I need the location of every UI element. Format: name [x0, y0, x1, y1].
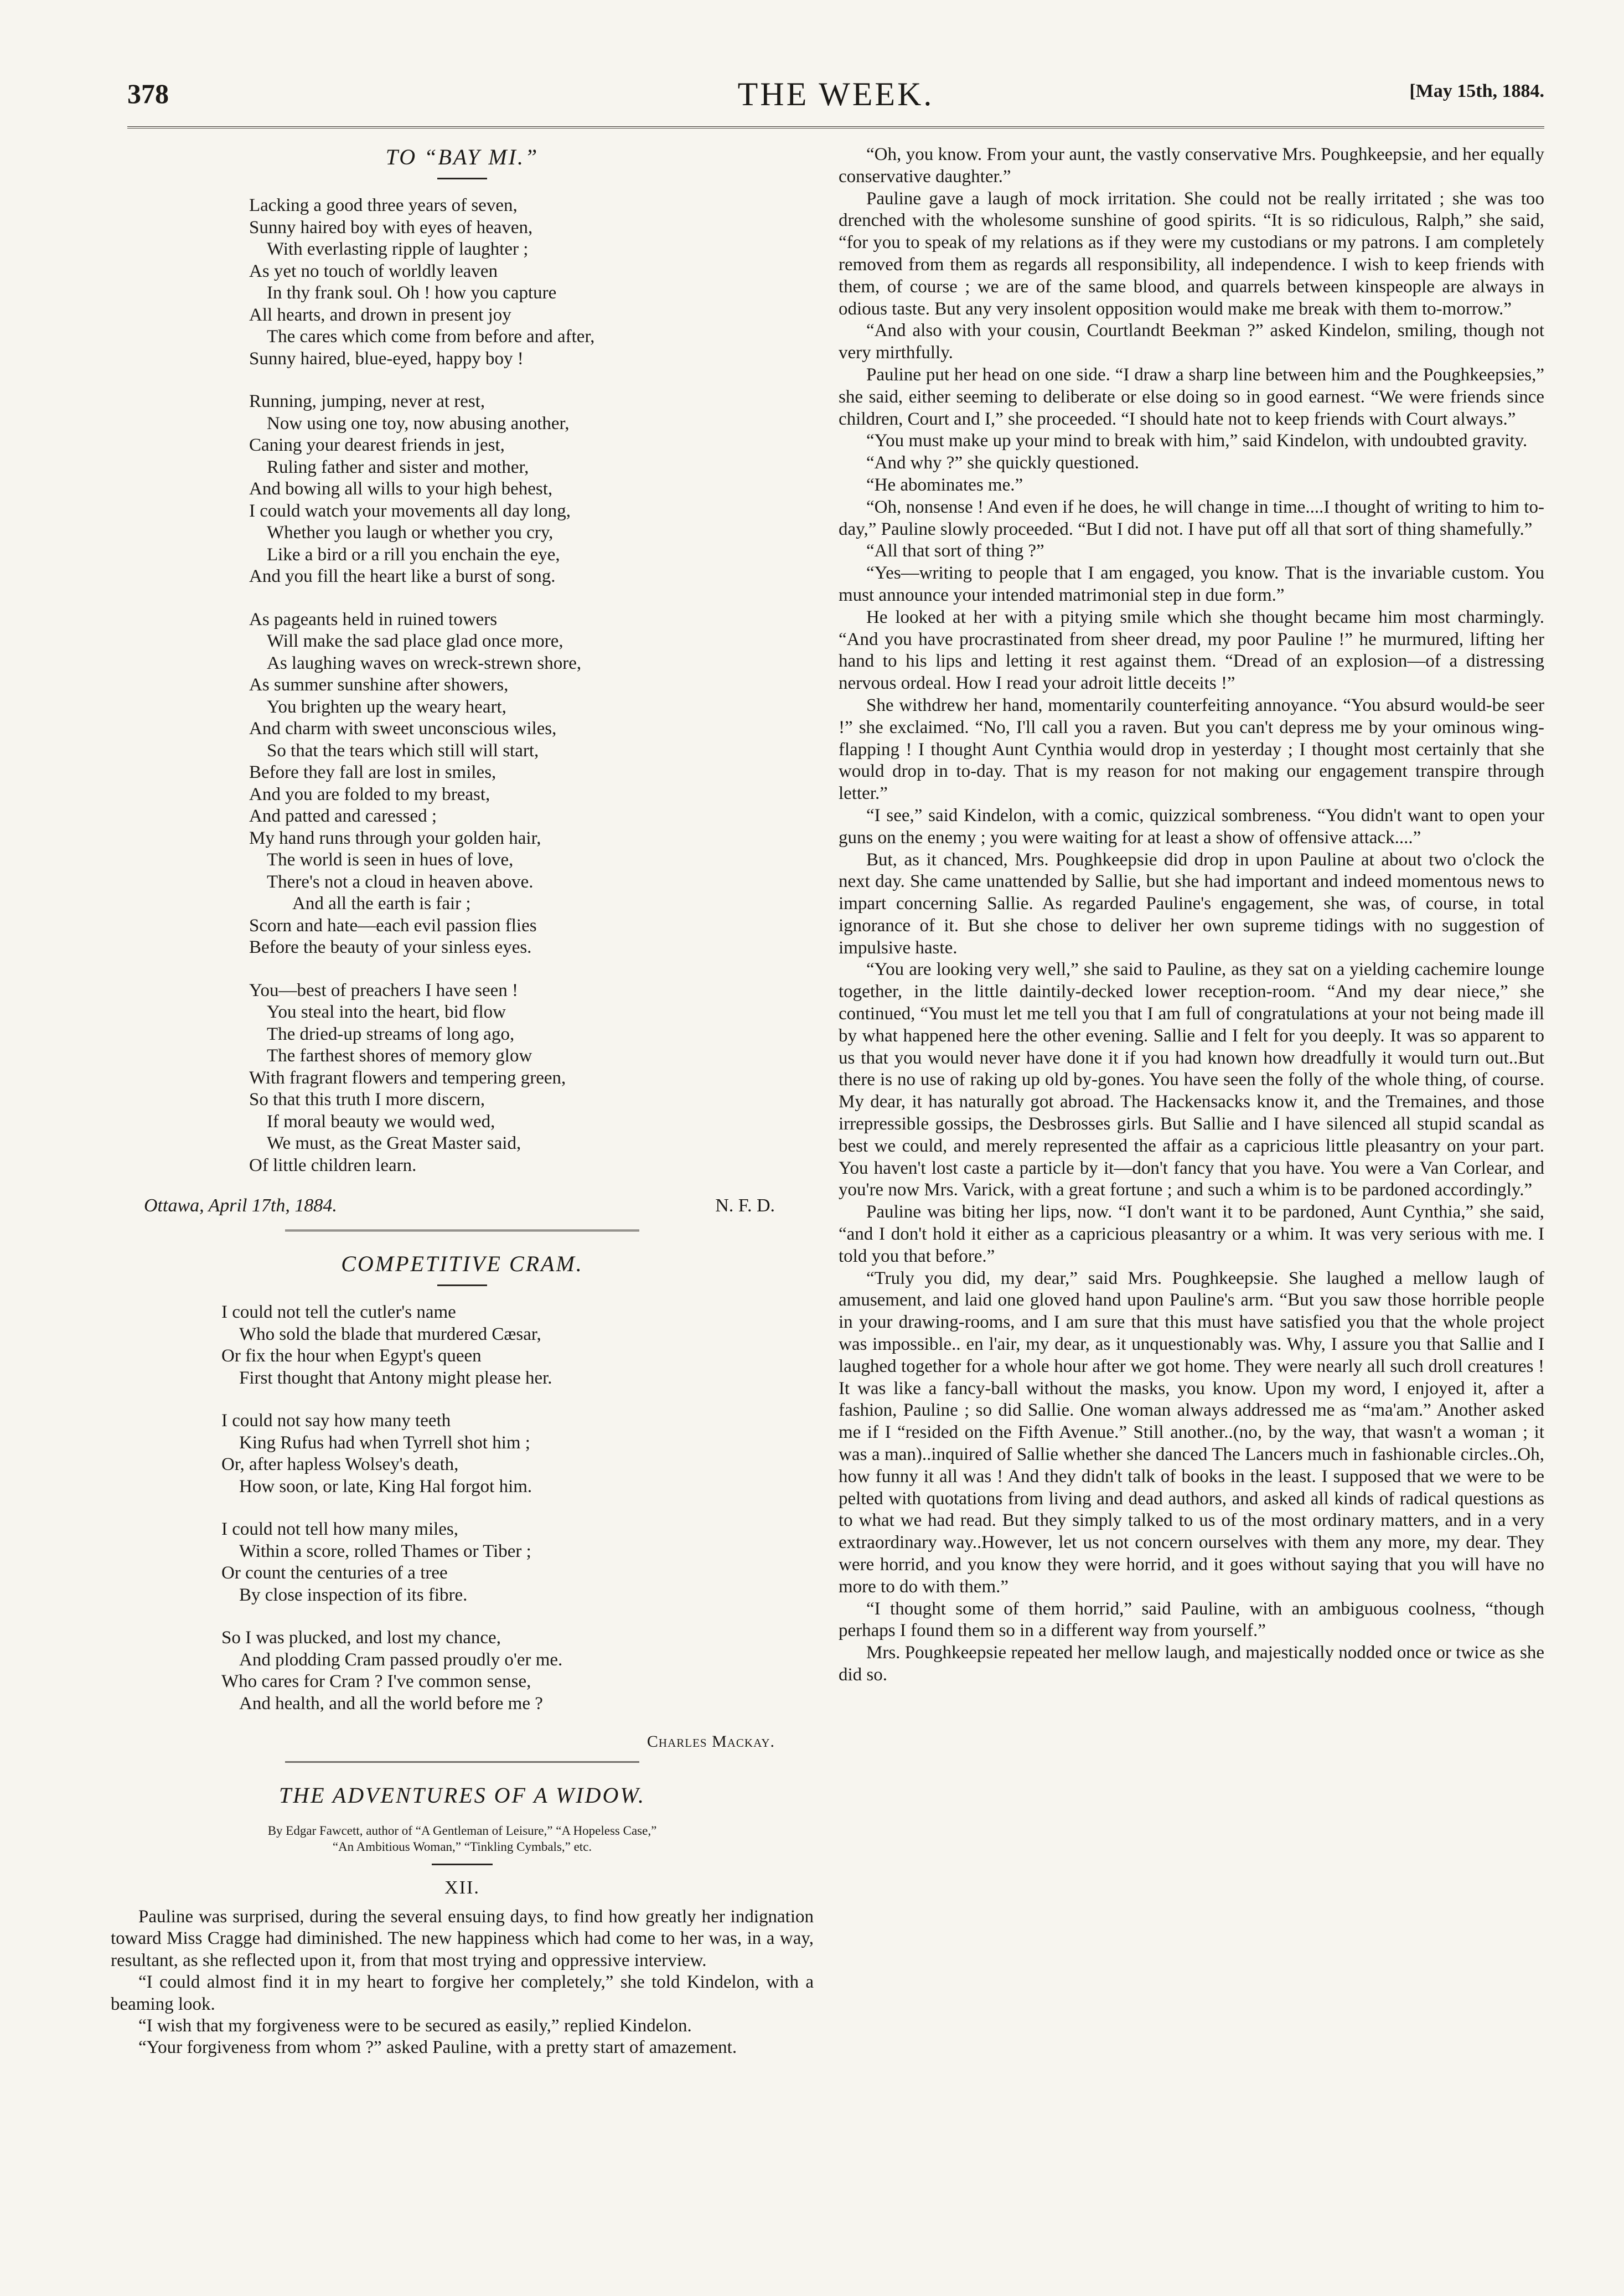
poem-line: The world is seen in hues of love,: [267, 850, 514, 870]
serial-paragraph: Pauline was surprised, during the several ensuing days, to find how greatly her indignation toward Miss Cragge had diminished. The new happiness which had come to her was, in a way, resultant, as she reflected upon it, from that most trying and oppressive interview.: [111, 1907, 814, 1970]
poem-line: Who cares for Cram ? I've common sense,: [221, 1671, 531, 1691]
poem-line: As summer sunshine after showers,: [249, 675, 509, 695]
serial-paragraph: “I see,” said Kindelon, with a comic, quizzical sombreness. “You didn't want to open your guns on the enemy ; you were waiting for at least a show of offensive attack....”: [839, 805, 1544, 848]
poem-line: You steal into the heart, bid flow: [267, 1002, 506, 1022]
serial-paragraph: “Truly you did, my dear,” said Mrs. Poughkeepsie. She laughed a mellow laugh of amusement, and laid one gloved hand upon Pauline's arm. “But you saw those horrible people in your drawing-rooms, and I am sure that this must have satisfied you that the whole project was impossible.. en l'air, my dear, as it unquestionably was. Why, I assure you that Sallie and I laughed together for a whole hour after we got home. They were nearly all such droll creatures ! It was like a fancy-ball without the masks, you know. Upon my word, I enjoyed it, after a fashion, Pauline ; so did Sallie. One woman always addressed me as “ma'am.” Another asked me if I “resided on the Fifth Avenue.” Still another..(no, by the way, that wasn't a woman ; it was a man)..inquired of Sallie whether she danced The Lancers much in fashionable circles..Oh, how funny it all was ! And they didn't talk of books in the least. I supposed that we were to be pelted with quotations from living and dead authors, and asked all kinds of radical questions as to what we had read. But they simply talked to us of the most ordinary matters, and in a very extraordinary way..However, let us not concern ourselves with them any more, my dear. They were horrid, and you know they were horrid, and it goes without saying that you will have no more to do with them.”: [839, 1268, 1544, 1597]
title-rule: [437, 178, 487, 179]
poem-line: Now using one toy, now abusing another,: [267, 413, 570, 434]
poem-line: Lacking a good three years of seven,: [249, 195, 518, 215]
poem-line: And plodding Cram passed proudly o'er me.: [239, 1649, 563, 1670]
chapter-rule: [432, 1864, 493, 1865]
poem-line: And you are folded to my breast,: [249, 784, 490, 804]
byline-line-1: By Edgar Fawcett, author of “A Gentleman of Leisure,” “A Hopeless Case,”: [267, 1824, 657, 1838]
serial-paragraph: “Oh, nonsense ! And even if he does, he will change in time....I thought of writing to him to-day,” Pauline slowly proceeded. “But I did not. I have put off all that sort of thing shamefully.”: [839, 497, 1544, 539]
serial-paragraph: “You must make up your mind to break with him,” said Kindelon, with undoubted gravity.: [866, 431, 1528, 451]
serial-paragraph: Pauline put her head on one side. “I draw a sharp line between him and the Poughkeepsies,” she said, either seeming to deliberate or else doing so in good earnest. “We were friends since children, Court and I,” she proceeded. “I should hate not to keep friends with Court always.”: [839, 364, 1544, 429]
poem-stanza: [221, 1302, 814, 1389]
serial-paragraph: “Yes—writing to people that I am engaged, you know. That is the invariable custom. You must announce your intended matrimonial step in due form.”: [839, 563, 1544, 605]
poem-line: Will make the sad place glad once more,: [267, 631, 563, 651]
poem1-initials: N. F. D.: [715, 1195, 775, 1216]
title-rule: [437, 1284, 487, 1286]
poem-line: Before the beauty of your sinless eyes.: [249, 937, 532, 957]
poem-line: Sunny haired, blue-eyed, happy boy !: [249, 348, 524, 369]
poem-line: The farthest shores of memory glow: [267, 1046, 532, 1066]
poem-line: As yet no touch of worldly leaven: [249, 261, 498, 281]
poem-stanza: [221, 1627, 814, 1715]
poem-line: As pageants held in ruined towers: [249, 609, 498, 630]
serial-paragraph: Mrs. Poughkeepsie repeated her mellow laugh, and majestically nodded once or twice as she did so.: [839, 1643, 1544, 1685]
poem2-author: Charles Mackay.: [647, 1732, 775, 1751]
serial-title: THE ADVENTURES OF A WIDOW.: [278, 1783, 646, 1808]
poem-line: All hearts, and drown in present joy: [249, 305, 511, 325]
serial-byline: [111, 1823, 814, 1855]
poem-line: And you fill the heart like a burst of song.: [249, 566, 556, 586]
poem-line: How soon, or late, King Hal forgot him.: [239, 1476, 532, 1497]
poem-line: I could not tell how many miles,: [221, 1519, 459, 1539]
poem1-dateline: Ottawa, April 17th, 1884.: [144, 1195, 337, 1216]
serial-paragraph: “He abominates me.”: [866, 474, 1023, 495]
serial-paragraph: “All that sort of thing ?”: [866, 541, 1044, 561]
poem-line: Running, jumping, never at rest,: [249, 391, 485, 411]
poem-line: Within a score, rolled Thames or Tiber ;: [239, 1541, 531, 1561]
poem-line: We must, as the Great Master said,: [267, 1133, 521, 1153]
poem-line: And charm with sweet unconscious wiles,: [249, 719, 557, 739]
byline-line-2: “An Ambitious Woman,” “Tinkling Cymbals,” etc.: [332, 1840, 592, 1854]
poem-line: And bowing all wills to your high behest,: [249, 479, 553, 499]
poem-line: Like a bird or a rill you enchain the eye,: [267, 544, 560, 565]
page-header: [127, 78, 1544, 122]
poem-line: Who sold the blade that murdered Cæsar,: [239, 1324, 541, 1344]
poem-line: Sunny haired boy with eyes of heaven,: [249, 217, 533, 238]
poem2-body: [221, 1302, 814, 1715]
left-column: [111, 144, 814, 2059]
poem2-title: COMPETITIVE CRAM.: [341, 1251, 583, 1276]
poem-line: King Rufus had when Tyrrell shot him ;: [239, 1432, 530, 1453]
poem-line: And health, and all the world before me ?: [239, 1693, 543, 1714]
poem-line: I could not tell the cutler's name: [221, 1302, 456, 1322]
serial-paragraph: “And why ?” she quickly questioned.: [866, 453, 1140, 473]
poem-line: Scorn and hate—each evil passion flies: [249, 915, 537, 936]
poem-line: So I was plucked, and lost my chance,: [221, 1628, 501, 1648]
poem-stanza: [249, 609, 814, 959]
poem-line: And patted and caressed ;: [249, 806, 437, 826]
poem-stanza: [221, 1519, 814, 1606]
header-rule: [127, 126, 1544, 132]
section-divider: [285, 1761, 639, 1764]
poem-line: Or count the centuries of a tree: [221, 1563, 448, 1583]
poem-line: You brighten up the weary heart,: [267, 696, 506, 717]
poem-line: With everlasting ripple of laughter ;: [267, 239, 529, 259]
poem1-body: [249, 195, 814, 1177]
poem-line: First thought that Antony might please her.: [239, 1368, 552, 1388]
serial-paragraph: “I wish that my forgiveness were to be secured as easily,” replied Kindelon.: [138, 2016, 692, 2036]
serial-paragraph: “You are looking very well,” she said to Pauline, as they sat on a yielding cachemire lounge together, in the little daintily-decked lower reception-room. “And my dear niece,” she continued, “You must let me tell you that I am full of congratulations at your not being made ill by what happened here the other evening. Sallie and I felt for you deeply. It was so apparent to us that you would never have done it if you had known how dreadfully it would turn out..But there is no use of raking up old by-gones. You have seen the folly of the whole thing, of course. My dear, it has naturally got abroad. The Hackensacks know it, and the Tremaines, and those irrepressible gossips, the Desbrosses girls. But Sallie and I have silenced all stupid scandal as best we could, and merely represented the affair as a capricious little pleasantry on your part. You haven't lost caste a particle by it—don't fancy that you have. You were a Van Corlear, and you're now Mrs. Varick, with a great fortune ; and such a whim is to be pardoned accordingly.”: [839, 959, 1544, 1200]
poem-line: You—best of preachers I have seen !: [249, 980, 518, 1000]
right-column: [839, 144, 1544, 1686]
poem1-title: TO “BAY MI.”: [385, 145, 539, 169]
poem-line: In thy frank soul. Oh ! how you capture: [267, 283, 557, 303]
poem1-signature: [111, 1195, 814, 1220]
serial-paragraph: She withdrew her hand, momentarily counterfeiting annoyance. “You absurd would-be seer !” she exclaimed. “No, I'll call you a raven. But you can't depress me by your ominous wing-flapping ! I thought Aunt Cynthia would drop in yesterday ; I thought most certainly that she would drop in to-day. That is my reason for not making our engagement transpire through letter.”: [839, 695, 1544, 804]
poem-line: Whether you laugh or whether you cry,: [267, 523, 554, 543]
serial-paragraph: He looked at her with a pitying smile which she thought became him most charmingly. “And you have procrastinated from sheer dread, my poor Pauline !” he murmured, lifting her hand to his lips and letting it rest against them. “Dread of an explosion—of a distressing nervous ordeal. How I read your adroit little deceits !”: [839, 607, 1544, 694]
poem-line: I could not say how many teeth: [221, 1411, 451, 1431]
poem-line: If moral beauty we would wed,: [267, 1111, 495, 1132]
poem-line: Caning your dearest friends in jest,: [249, 435, 505, 455]
poem-line: My hand runs through your golden hair,: [249, 828, 541, 848]
masthead: THE WEEK.: [737, 76, 934, 112]
serial-paragraph: “And also with your cousin, Courtlandt Beekman ?” asked Kindelon, smiling, though not very mirthfully.: [839, 321, 1544, 363]
serial-paragraph: Pauline gave a laugh of mock irritation. She could not be really irritated ; she was too drenched with the wholesome sunshine of good spirits. “It is so ridiculous, Ralph,” she said, “for you to speak of my relations as if they were my custodians or my patrons. I am completely removed from them as regards all responsibility, all independence. I wish to keep friends with them, of course ; we are of the same blood, and quarrels between kinspeople are always in odious taste. But any very insolent opposition would make me break with them to-morrow.”: [839, 188, 1544, 319]
serial-paragraph: “Oh, you know. From your aunt, the vastly conservative Mrs. Poughkeepsie, and her equally conservative daughter.”: [839, 145, 1544, 187]
poem-line: So that the tears which still will start,: [267, 740, 539, 761]
serial-text-right: [839, 144, 1544, 1686]
serial-paragraph: “Your forgiveness from whom ?” asked Pauline, with a pretty start of amazement.: [138, 2037, 737, 2058]
poem-line: The cares which come from before and after,: [267, 327, 595, 347]
poem-line: And all the earth is fair ;: [292, 894, 471, 914]
poem-stanza: [249, 980, 814, 1177]
poem-line: Or, after hapless Wolsey's death,: [221, 1454, 459, 1474]
section-divider: [285, 1230, 639, 1233]
issue-date: [May 15th, 1884.: [1409, 81, 1544, 101]
serial-paragraph: “I could almost find it in my heart to forgive her completely,” she told Kindelon, with a beaming look.: [111, 1972, 814, 2014]
serial-text-left: [111, 1906, 814, 2059]
chapter-number: XII.: [444, 1877, 480, 1898]
poem-stanza: [249, 195, 814, 370]
poem-line: So that this truth I more discern,: [249, 1090, 485, 1110]
poem-stanza: [221, 1410, 814, 1498]
serial-paragraph: But, as it chanced, Mrs. Poughkeepsie did drop in upon Pauline at about two o'clock the next day. She came unattended by Sallie, but she had important and indeed momentous news to impart concerning Sallie. As regarded Pauline's engagement, she was, of course, in total ignorance of it. But she chose to deliver her own supreme tidings with no suggestion of impulsive haste.: [839, 849, 1544, 958]
poem-line: By close inspection of its fibre.: [239, 1585, 468, 1605]
poem-line: Or fix the hour when Egypt's queen: [221, 1346, 482, 1366]
poem-line: Ruling father and sister and mother,: [267, 457, 529, 477]
poem-stanza: [249, 391, 814, 588]
serial-paragraph: Pauline was biting her lips, now. “I don't want it to be pardoned, Aunt Cynthia,” she said, “and I don't hold it either as a capricious pleasantry or a whim. It was very serious with me. I told you that before.”: [839, 1202, 1544, 1266]
serial-paragraph: “I thought some of them horrid,” said Pauline, with an ambiguous coolness, “though perhaps I found them so in a different way from yourself.”: [839, 1598, 1544, 1641]
poem-line: With fragrant flowers and tempering green,: [249, 1067, 566, 1088]
poem-line: As laughing waves on wreck-strewn shore,: [267, 653, 582, 673]
poem-line: Of little children learn.: [249, 1155, 417, 1175]
poem-line: The dried-up streams of long ago,: [267, 1024, 515, 1044]
poem-line: There's not a cloud in heaven above.: [267, 871, 534, 892]
page-number: 378: [127, 78, 169, 109]
poem-line: I could watch your movements all day long,: [249, 501, 571, 521]
poem-line: Before they fall are lost in smiles,: [249, 762, 496, 782]
